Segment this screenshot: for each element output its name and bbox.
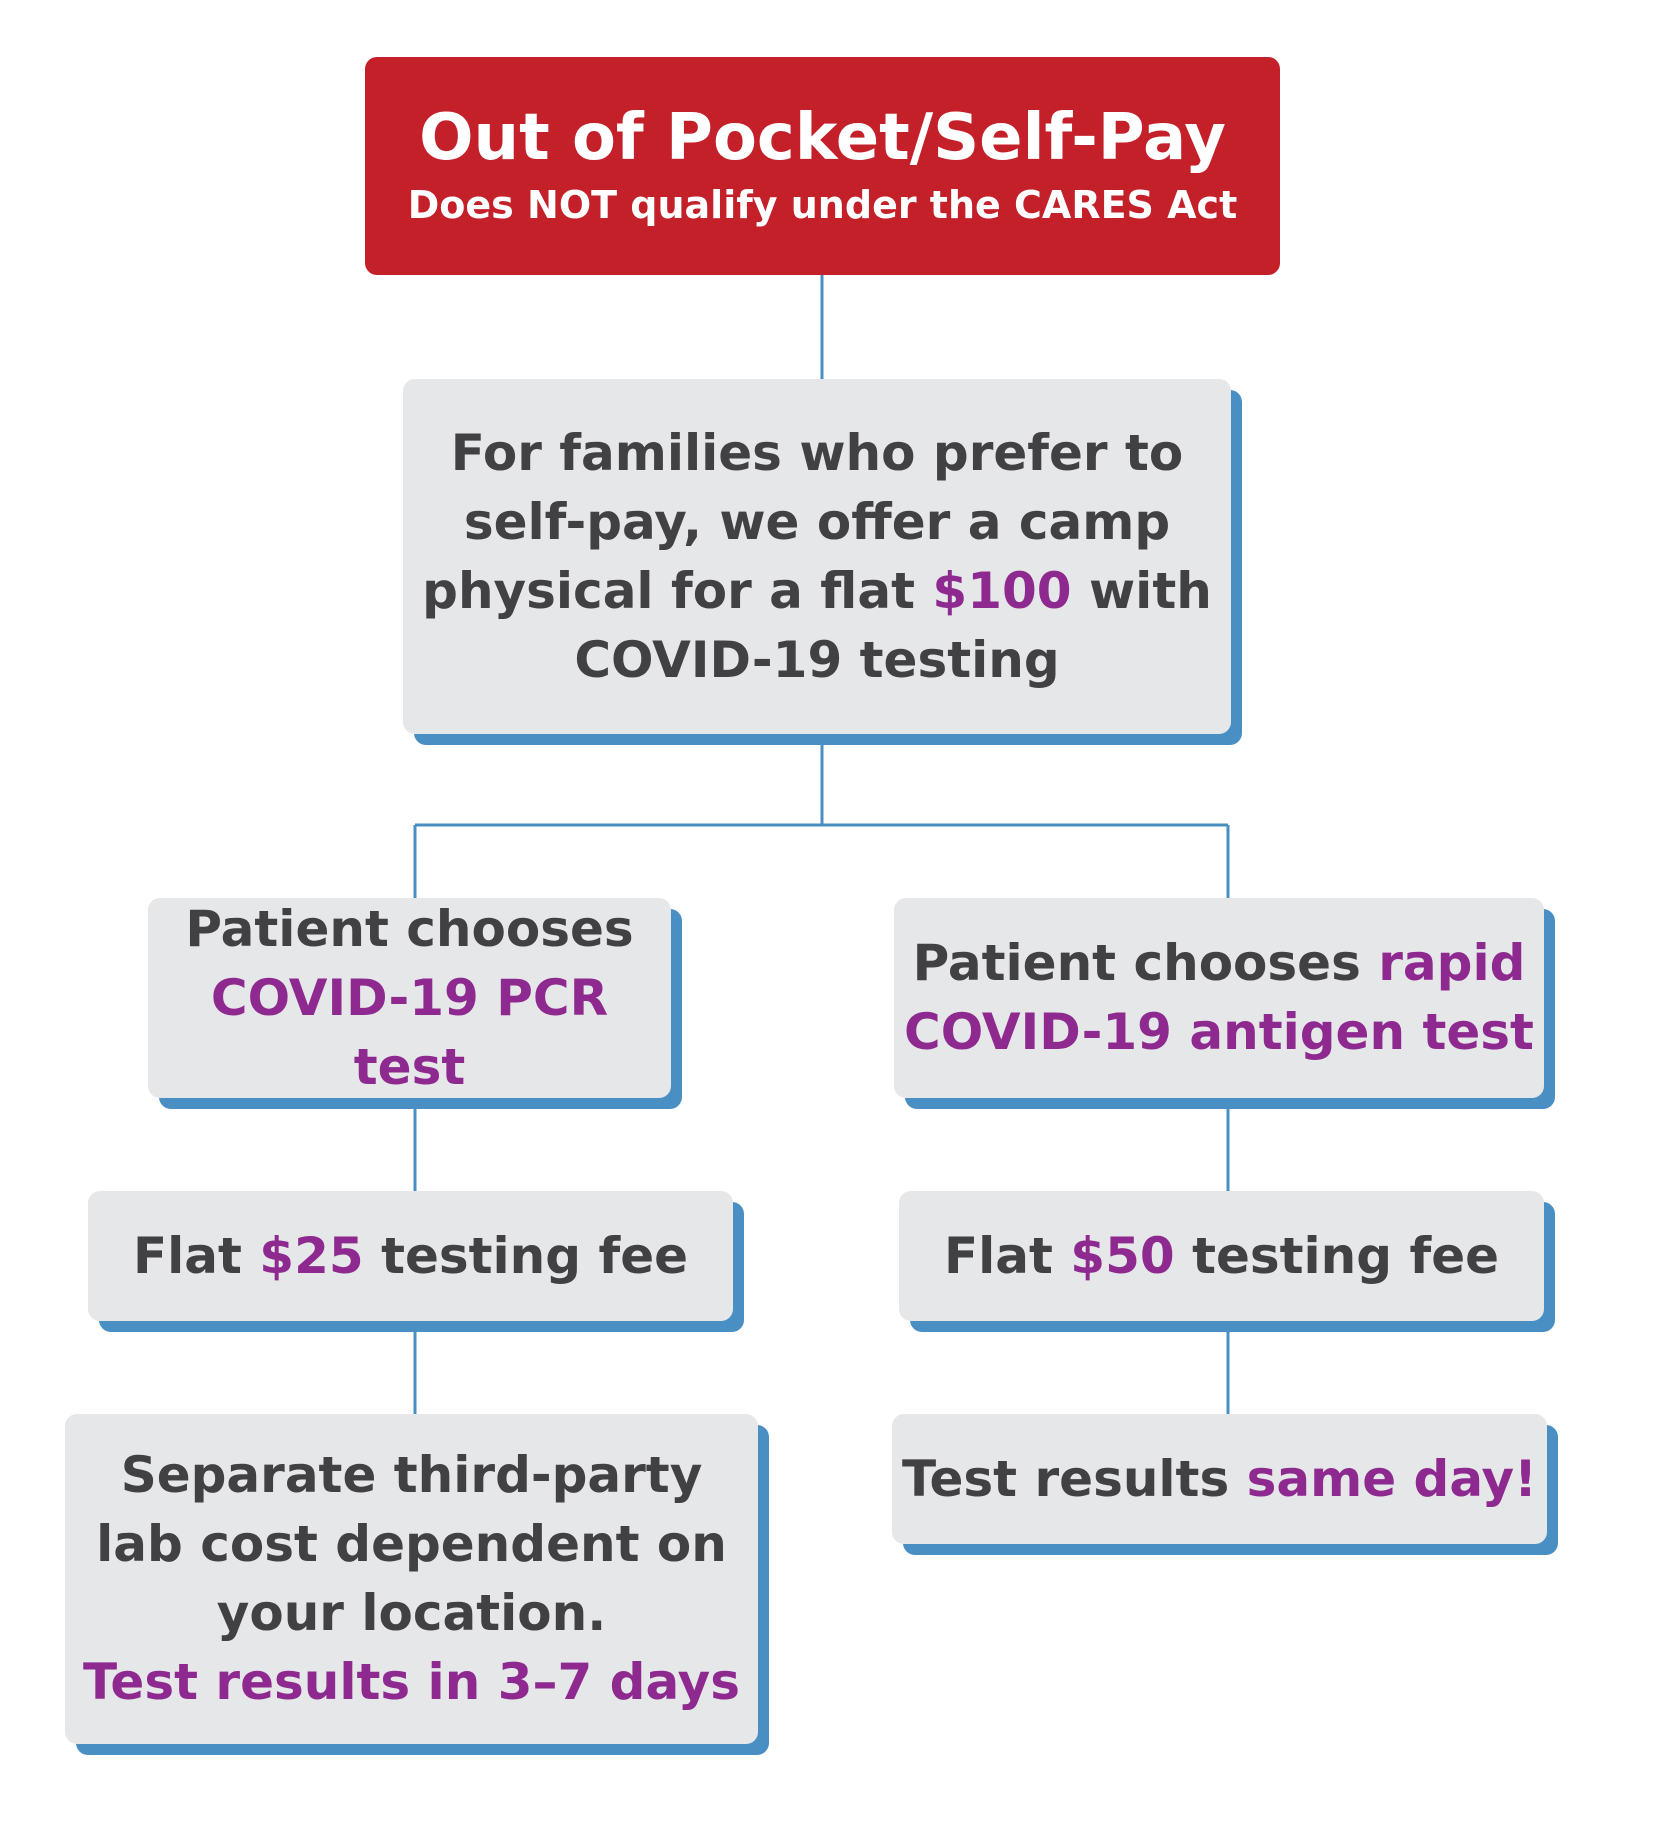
intro-line-3 bbox=[422, 557, 1212, 626]
pcr-result-line-3: your location. bbox=[216, 1584, 607, 1642]
antigen-fee-pre: Flat bbox=[943, 1226, 1071, 1285]
intro-line-3-post: with bbox=[1071, 561, 1212, 620]
intro-line-2: self-pay, we offer a camp bbox=[463, 492, 1171, 551]
pcr-fee-text bbox=[133, 1222, 688, 1291]
antigen-fee-box bbox=[899, 1191, 1544, 1321]
header-title: Out of Pocket/Self-Pay bbox=[419, 101, 1226, 175]
header-subtitle: Does NOT qualify under the CARES Act bbox=[407, 183, 1238, 228]
antigen-test-name: COVID-19 antigen test bbox=[904, 1003, 1534, 1061]
intro-box bbox=[403, 379, 1231, 734]
pcr-result-line-1: Separate third-party bbox=[120, 1446, 703, 1504]
antigen-fee-price: $50 bbox=[1070, 1226, 1175, 1285]
antigen-result-pre: Test results bbox=[902, 1449, 1247, 1508]
intro-text bbox=[422, 419, 1212, 695]
pcr-test-name: COVID-19 PCR test bbox=[210, 968, 609, 1096]
antigen-fee-post: testing fee bbox=[1174, 1226, 1500, 1285]
pcr-result-line-2: lab cost dependent on bbox=[96, 1515, 727, 1573]
antigen-choice-text bbox=[904, 929, 1534, 1067]
intro-line-4: COVID-19 testing bbox=[574, 630, 1060, 689]
antigen-result-box bbox=[892, 1414, 1547, 1544]
intro-line-1: For families who prefer to bbox=[450, 423, 1184, 482]
pcr-fee-price: $25 bbox=[259, 1226, 364, 1285]
physical-price: $100 bbox=[932, 561, 1072, 620]
header-box bbox=[365, 57, 1280, 275]
pcr-result-timing: Test results in 3–7 days bbox=[82, 1653, 741, 1711]
pcr-fee-post: testing fee bbox=[363, 1226, 689, 1285]
intro-line-3-pre: physical for a flat bbox=[422, 561, 933, 620]
antigen-choice-box bbox=[894, 898, 1544, 1098]
antigen-rapid: rapid bbox=[1378, 934, 1526, 992]
antigen-choice-line-1 bbox=[904, 929, 1534, 998]
pcr-choice-line-1: Patient chooses bbox=[185, 899, 634, 958]
antigen-fee-text bbox=[944, 1222, 1499, 1291]
pcr-result-box bbox=[65, 1414, 758, 1744]
pcr-choice-box bbox=[148, 898, 671, 1098]
pcr-choice-text bbox=[148, 895, 671, 1102]
antigen-choice-pre: Patient chooses bbox=[912, 934, 1379, 992]
pcr-result-text bbox=[83, 1441, 740, 1717]
antigen-result-timing: same day! bbox=[1246, 1449, 1537, 1508]
pcr-fee-box bbox=[88, 1191, 733, 1321]
antigen-result-text bbox=[902, 1445, 1537, 1514]
pcr-fee-pre: Flat bbox=[132, 1226, 260, 1285]
